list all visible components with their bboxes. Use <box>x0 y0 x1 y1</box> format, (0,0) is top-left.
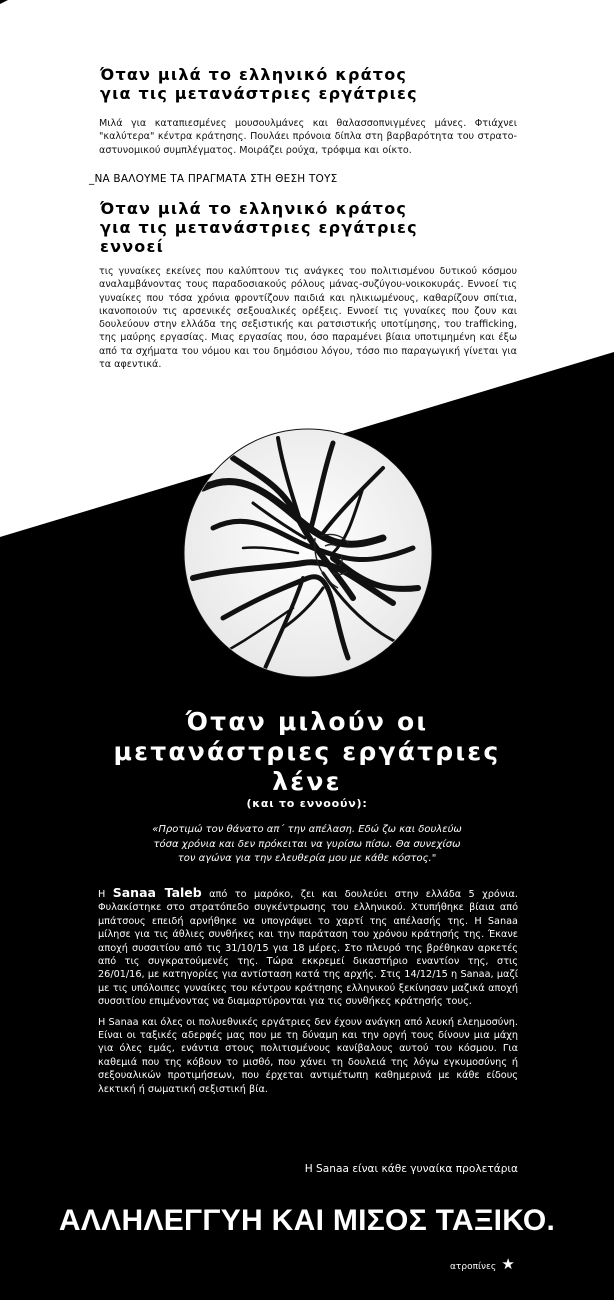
person-name: Sanaa Taleb <box>112 885 202 900</box>
title-line: μετανάστριες εργάτριες <box>113 737 501 766</box>
title-line: λένε <box>272 767 342 796</box>
section-label: _ΝΑ ΒΑΛΟΥΜΕ ΤΑ ΠΡΑΓΜΑΤΑ ΣΤΗ ΘΕΣΗ ΤΟΥΣ <box>89 173 338 185</box>
heading-line: για τις μετανάστριες εργάτριες <box>100 84 418 103</box>
solidarity-paragraph: Η Sanaa και όλες οι πολυεθνικές εργάτριες δεν έχουν ανάγκη από λευκή ελεημοσύνη. Είναι οι ταξικές αδερφές μας που με τη δύναμη και την οργή τους δίνουν μια μάχη για όλες εμάς, ενάντια στους πολιτισμένους κανίβαλους αυτού του κόσμου. Για καθεμιά που της κόβουν το μισθό, που χάνει τη δουλειά της λόγω εγκυμοσύνης ή σεξουαλικών προτιμήσεων, που έρχεται αντιμέτωπη καθημερινά με κάθε είδους λεκτική ή σωματική σεξιστική βία. <box>98 1016 518 1095</box>
signature-line: Η Sanaa είναι κάθε γυναίκα προλετάρια <box>304 1163 518 1175</box>
quote-line: τον αγώνα για την ελευθερία μου με κάθε κόστος." <box>177 853 437 864</box>
story-text: από το μαρόκο, ζει και δουλεύει στην ελλάδα 5 χρόνια. Φυλακίστηκε στο στρατόπεδο συγκέντρωσης του ελληνικού. Χτυπήθηκε βίαια από μπάτσους επειδή αρνήθηκε να υπογράψει το χαρτί της απέλασής της. Η Sanaa μίλησε για τις άθλιες συνθήκες και την παράταση του χρόνου κράτησής της. Έκανε αποχή συσσιτίου από τις 31/10/15 για 18 μέρες. Στο πλευρό της βρέθηκαν αρκετές από τις συγκρατούμενές της. Τώρα εκκρεμεί δικαστήριο εναντίον της, στις 26/01/16, με κατηγορίες για αντίσταση κατά της αρχής. Στις 14/12/15 η Sanaa, μαζί με τις υπόλοιπες γυναίκες του κέντρου κράτησης ελληνικού ξεκίνησαν μαζικά αποχή συσσιτίου επιμένοντας να διαμαρτύρονται για τις συνθήκες κράτησής τους. <box>98 889 518 1008</box>
paragraph-state-means: τις γυναίκες εκείνες που καλύπτουν τις ανάγκες του πολιτισμένου δυτικού κόσμου αναλαμβάνοντας τους παραδοσιακούς ρόλους μάνας-συζύγου-νοικοκυράς. Εννοεί τις γυναίκες που τόσα χρόνια φροντίζουν παιδιά και ηλικιωμένους, καθαρίζουν σπίτια, ικανοποιούν τις αρσενικές σεξουαλικές ορέξεις. Εννοεί τις γυναίκες που ζουν και δουλεύουν στην ελλάδα της σεξιστικής και ρατσιστικής υποτίμησης, του trafficking, της μαύρης εργασίας. Μιας εργασίας που, όσο παραμένει βίαια υποτιμημένη και έξω από τα σχήματα του νόμου και του δημόσιου λόγου, τόσο πιο παραγωγική γίνεται για τα αφεντικά. <box>99 266 517 371</box>
heading-line: Όταν μιλά το ελληνικό κράτος <box>100 65 408 84</box>
story-body <box>98 886 518 1103</box>
slogan: ΑΛΛΗΛΕΓΓΥΗ ΚΑΙ ΜΙΣΟΣ ΤΑΞΙΚΟ. <box>58 1204 556 1237</box>
heading-state-speaks <box>100 65 540 103</box>
title-line: Όταν μιλούν οι <box>185 707 429 736</box>
paragraph-state-speaks: Μιλά για καταπιεσμένες μουσουλμάνες και θαλασσοπνιγμένες μάνες. Φτιάχνει "καλύτερα" κέντρα κράτησης. Πουλάει πρόνοια δίπλα στη βαρβαρότητα του στρατο-αστυνομικού συμπλέγματος. Μοιράζει ρούχα, τρόφιμα και οίκτο. <box>99 118 517 156</box>
heading-line: για τις μετανάστριες εργάτριες <box>100 218 418 237</box>
logo-text: ατροπίνες <box>450 1262 497 1272</box>
heading-line: εννοεί <box>100 237 165 256</box>
woman-face-illustration <box>183 428 433 678</box>
star-icon: ★ <box>501 1255 515 1273</box>
story-paragraph <box>98 886 518 1009</box>
heading-line: Όταν μιλά το ελληνικό κράτος <box>100 199 408 218</box>
sanaa-quote <box>100 823 514 867</box>
title-subtitle: (και το εννοούν): <box>246 797 368 810</box>
main-title <box>60 707 554 797</box>
quote-line: «Προτιμώ τον θάνατο απ΄ την απέλαση. Εδώ ζω και δουλεύω <box>152 824 462 835</box>
lead-text: Η <box>98 889 113 900</box>
quote-line: τόσα χρόνια και δεν πρόκειται να γυρίσω πίσω. Θα συνεχίσω <box>153 838 461 850</box>
atropines-logo <box>450 1254 520 1272</box>
heading-state-means <box>100 199 540 256</box>
